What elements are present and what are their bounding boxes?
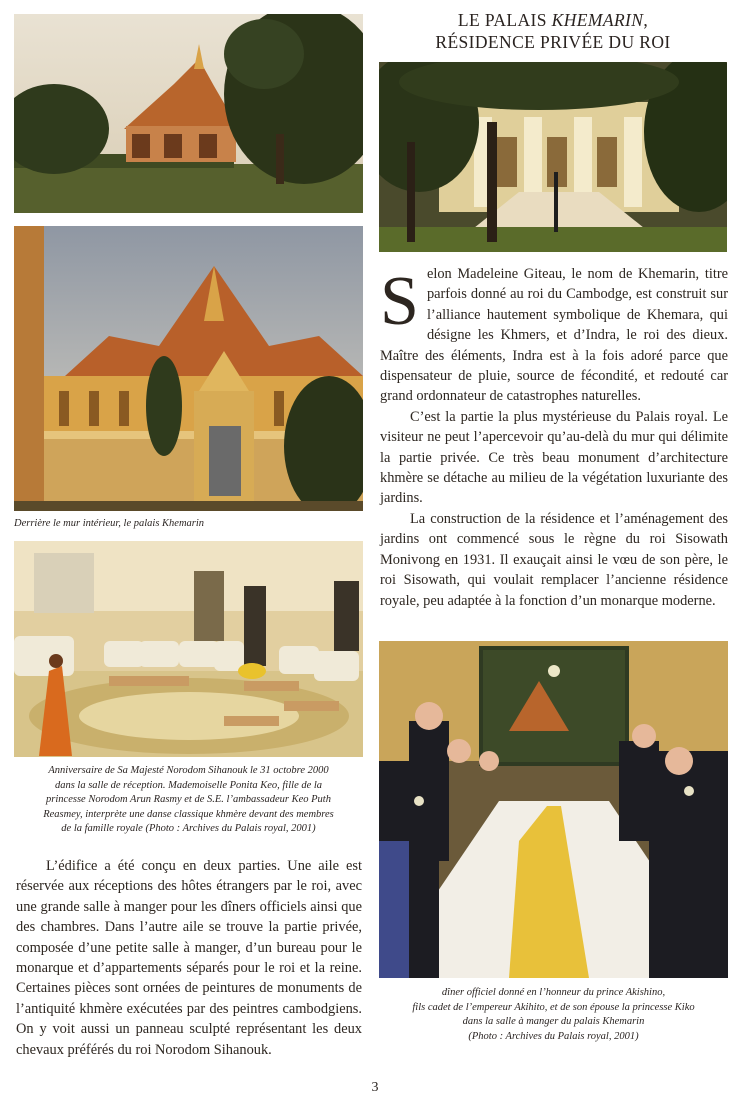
intro-paragraph: Selon Madeleine Giteau, le nom de Khemarin, titre parfois donné au roi du Cambodge, est construit sur l’alliance hautement symbolique de Khemara, qui désigne les Khmers, et d’Indra, le roi des dieux. Maître des éléments, Indra est à la fois adoré parce que dispensateur de pluie, source de fécondité, et redouté car grand ordonnateur de catastrophes naturelles. [380, 263, 728, 405]
right-column-text: Selon Madeleine Giteau, le nom de Khemarin, titre parfois donné au roi du Cambodge, est construit sur l’alliance hautement symbolique de Khemara, qui désigne les Khmers, et d’Indra, le roi des dieux. Maître des éléments, Indra est à la fois adoré parce que dispensateur de pluie, source de fécondité, et redouté car grand ordonnateur de catastrophes naturelles. C’est la partie la plus mystérieuse du Palais royal. Le visiteur ne peut l’apercevoir qu’au-delà du mur qui délimite la partie privée. Ce très beau monument d’architecture khmère se détache au milieu de la végétation luxuriante des jardins. La construction de la résidence et l’aménagement des jardins ont commencé sous le règne du roi Sisowath Monivong en 1931. Il exauçait ainsi le vœu de son père, le roi Sisowath, qui voulait remplacer l’ancienne résidence royale, peu adaptée à la fonction d’un monarque moderne. [380, 263, 728, 609]
caption-dinner: dîner officiel donné en l’honneur du prince Akishino, fils cadet de l’empereur Akihito, et de son épouse la princesse Kiko dans la salle à manger du palais Khemarin (Photo : Archives du Palais royal, 2001) [412, 987, 695, 1042]
photo-residence-facade [379, 62, 727, 252]
caption-palace: Derrière le mur intérieur, le palais Khemarin [14, 518, 205, 529]
title-line-2: RÉSIDENCE PRIVÉE DU ROI [435, 32, 671, 52]
title-line-1: LE PALAIS KHEMARIN, [457, 10, 649, 30]
left-column-text: L’édifice a été conçu en deux parties. Une aile est réservée aux réceptions des hôtes étrangers par le roi, avec une grande salle à manger pour les dîners officiels ainsi que des chambres. Dans l’autre aile se trouve la partie privée, composée d’une petite salle à manger, d’un bureau pour le monarque et d’appartements séparés pour le roi et la reine. Certaines pièces sont ornées de peintures de monuments de l’antiquité khmère exécutées par des peintres cambodgiens. On y voit aussi un panneau sculpté représentant les deux chevaux préférés du roi Norodom Sihanouk. [16, 858, 362, 1058]
drop-cap: S [380, 263, 419, 340]
article-title [378, 9, 728, 53]
photo-official-dinner [379, 641, 728, 978]
photo-reception-hall [14, 541, 363, 757]
page-number: 3 [371, 1080, 379, 1095]
photo-palace-khemarin [14, 226, 363, 511]
caption-reception: Anniversaire de Sa Majesté Norodom Sihanouk le 31 octobre 2000 dans la salle de réception. Mademoiselle Ponita Keo, fille de la princesse Norodom Arun Rasmy et de S.E. l’ambassadeur Keo Puth Reasmey, interprète une danse classique khmère devant des membres de la famille royale (Photo : Archives du Palais royal, 2001) [43, 765, 334, 834]
photo-pavilion [14, 14, 363, 213]
